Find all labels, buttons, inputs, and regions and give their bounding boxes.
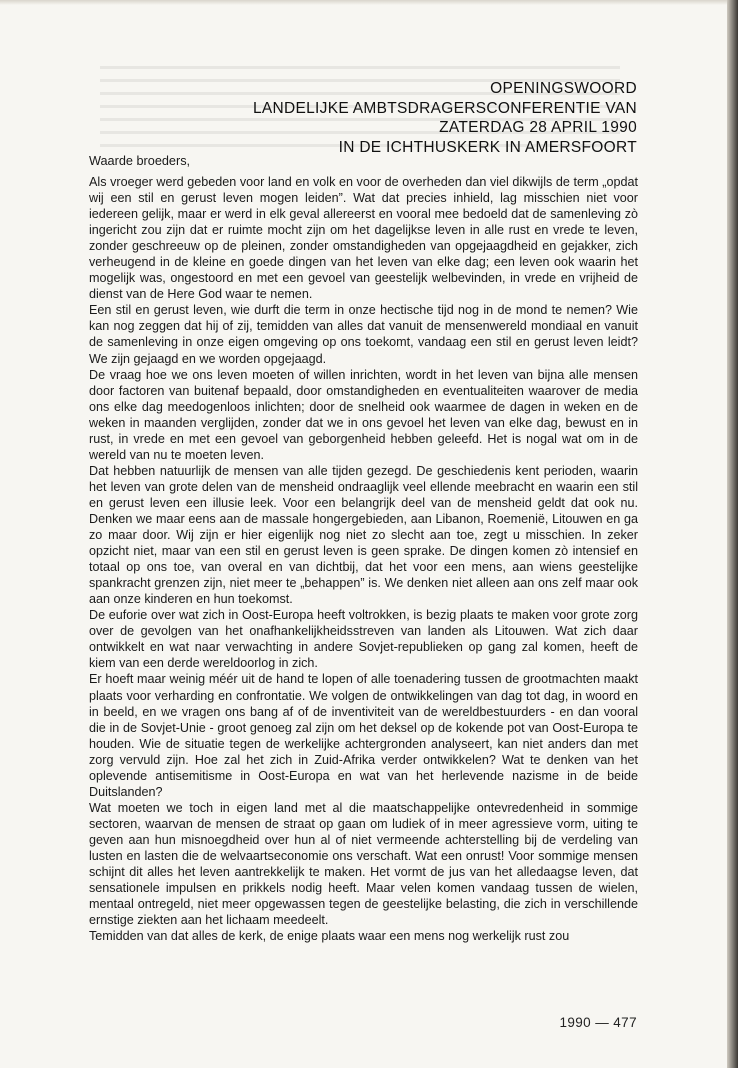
paragraph: De euforie over wat zich in Oost-Europa heeft voltrokken, is bezig plaats te maken voor grote zorg over de gevolgen van het onafhankelijkheidsstreven van landen als Litouwen. Wat zich daar ontwikkelt en wat naar verwachting in andere Sovjet-republieken op gang zal komen, heeft de kiem van een derde wereldoorlog in zich.: [89, 608, 638, 671]
paragraph: Als vroeger werd gebeden voor land en volk en voor de overheden dan viel dikwijls de term „opdat wij een stil en gerust leven mogen leiden”. Wat dat precies inhield, lag misschien niet voor iedereen gelijk, maar er werd in elk geval allereerst en vooral mee bedoeld dat de samenleving zò ingericht zou zijn dat er ruimte mocht zijn om het dagelijkse leven in alle rust en vrede te leven, zonder geschreeuw op de pleinen, zonder omstandigheden van opgejaagdheid en gejakker, zich verheugend in de kleine en goede dingen van het leven van elke dag; een leven ook waarin het mogelijk was, ongestoord en met een gevoel van geestelijk welbevinden, in vrede en vrijheid de dienst van de Here God waar te nemen.: [89, 175, 638, 302]
title-line-3: ZATERDAG 28 APRIL 1990: [439, 119, 637, 136]
title-line-4: IN DE ICHTHUSKERK IN AMERSFOORT: [338, 138, 637, 156]
paragraph: De vraag hoe we ons leven moeten of willen inrichten, wordt in het leven van bijna alle mensen door factoren van buitenaf bepaald, door omstandigheden en eventualiteiten waarover de media ons elke dag meedogenloos inlichten; door de snelheid ook waarmee de dagen in weken en de weken in maanden verglijden, zonder dat we in ons gevoel het leven van elke dag, bewust en in rust, in vrede en met een gevoel van geborgenheid hebben geleefd. Het is nogal wat om in de wereld van nu te moeten leven.: [89, 367, 638, 462]
paragraph: Er hoeft maar weinig méér uit de hand te lopen of alle toenadering tussen de grootmachten maakt plaats voor verharding en confrontatie. We volgen de ontwikkelingen van dag tot dag, in woord en in beeld, en we vragen ons bang af of de inventiviteit van de wereldbestuurders - en dan vooral die in de Sovjet-Unie - groot genoeg zal zijn om het deksel op de kokende pot van Oost-Europa te houden. Wie de situatie tegen de werkelijke achtergronden analyseert, kan niet anders dan met zorg vervuld zijn. Hoe zal het zich in Zuid-Afrika verder ontwikkelen? Wat te denken van het oplevende antisemitisme in Oost-Europa en wat van het herlevende nazisme in de beide Duitslanden?: [89, 672, 638, 799]
scan-top-edge: [0, 0, 727, 5]
page-number: 1990 — 477: [559, 1015, 637, 1030]
body-text: [89, 174, 638, 944]
scan-right-edge: [727, 0, 738, 1068]
paragraph: Wat moeten we toch in eigen land met al die maatschappelijke ontevredenheid in sommige sectoren, waarvan de mensen de straat op gaan om ludiek of in meer agressieve vorm, uiting te geven aan hun misnoegdheid over hun al of niet vermeende achterstelling bij de verdeling van lusten en lasten die de welvaartseconomie ons verschaft. Wat een onrust! Voor sommige mensen schijnt dit alles het leven aantrekkelijk te maken. Het vormt de jus van het alledaagse leven, dat sensationele impulsen en prikkels nodig heeft. Maar velen komen vandaag tussen de wielen, mentaal ontregeld, niet meer opgewassen tegen de geestelijke belasting, die zich in verschillende ernstige ziekten aan het lichaam meedeelt.: [89, 800, 638, 928]
title-line-2: LANDELIJKE AMBTSDRAGERSCONFERENTIE VAN: [252, 99, 637, 117]
paragraph: Een stil en gerust leven, wie durft die term in onze hectische tijd nog in de mond te nemen? Wie kan nog zeggen dat hij of zij, temidden van alles dat vanuit de mensenwereld mondiaal en vanuit de samenleving in onze eigen omgeving op ons toekomt, vandaag een stil en gerust leven leidt? We zijn gejaagd en we worden opgejaagd.: [89, 303, 638, 366]
salutation: Waarde broeders,: [89, 154, 191, 168]
paragraph: Temidden van dat alles de kerk, de enige plaats waar een mens nog werkelijk rust zou: [89, 929, 570, 944]
page-title: [150, 79, 637, 157]
paragraph: Dat hebben natuurlijk de mensen van alle tijden gezegd. De geschiedenis kent perioden, waarin het leven van grote delen van de mensheid ondraaglijk veel ellende meebracht en waarin een stil en gerust leven een illusie leek. Voor een belangrijk deel van de mensheid geldt dat ook nu. Denken we maar eens aan de massale hongergebieden, aan Libanon, Roemenië, Litouwen en ga zo maar door. Wij zijn er hier eigenlijk nog niet zo slecht aan toe, zegt u misschien. In zeker opzicht niet, maar van een stil en gerust leven is geen sprake. De dingen komen zò intensief en totaal op ons toe, van overal en van dichtbij, dat het voor een mens, aan wiens geestelijke spankracht grenzen zijn, niet meer te „behappen” is. We denken niet alleen aan ons zelf maar ook aan onze kinderen en hun toekomst.: [89, 463, 638, 607]
title-line-1: OPENINGSWOORD: [490, 80, 637, 97]
